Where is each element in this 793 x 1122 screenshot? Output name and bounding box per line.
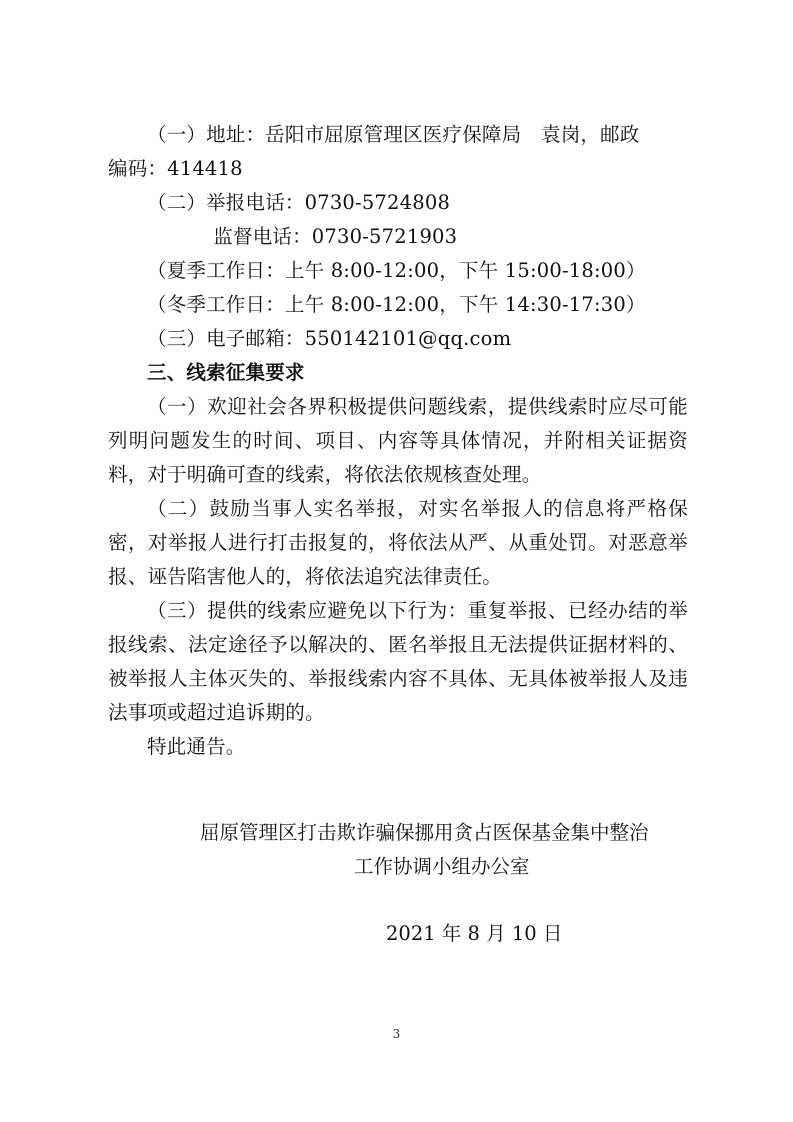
document-date: 2021 年 8 月 10 日 — [386, 922, 563, 945]
address-line: （一）地址：岳阳市屈原管理区医疗保障局 袁岗，邮政 — [147, 123, 640, 146]
requirement-paragraph-3: （三）提供的线索应避免以下行为：重复举报、已经办结的举报线索、法定途径予以解决的、匿名举报且无法提供证据材料的、被举报人主体灭失的、举报线索内容不具体、无具体被举报人及违法事项或超过追诉期的。 — [108, 599, 688, 724]
document-body — [108, 118, 688, 764]
signature-block — [200, 816, 700, 884]
requirement-paragraph-2: （二）鼓励当事人实名举报，对实名举报人的信息将严格保密，对举报人进行打击报复的，将依法从严、从重处罚。对恶意举报、诬告陷害他人的，将依法追究法律责任。 — [108, 497, 688, 588]
requirement-paragraph-1: （一）欢迎社会各界积极提供问题线索，提供线索时应尽可能列明问题发生的时间、项目、内容等具体情况，并附相关证据资料，对于明确可查的线索，将依法依规核查处理。 — [108, 395, 688, 486]
closing-text: 特此通告。 — [147, 735, 246, 758]
supervise-phone-line: 监督电话：0730-5721903 — [213, 225, 458, 248]
page-number: 3 — [392, 1027, 401, 1041]
section-heading: 三、线索征集要求 — [147, 361, 305, 384]
signature-line-1: 屈原管理区打击欺诈骗保挪用贪占医保基金集中整治 — [200, 821, 649, 844]
summer-hours-line: （夏季工作日：上午 8:00-12:00，下午 15:00-18:00） — [147, 259, 646, 282]
report-phone-line: （二）举报电话：0730-5724808 — [147, 191, 451, 214]
postal-code-line: 编码：414418 — [108, 157, 243, 180]
email-line: （三）电子邮箱：550142101@qq.com — [147, 327, 512, 350]
signature-line-2: 工作协调小组办公室 — [354, 855, 530, 878]
winter-hours-line: （冬季工作日：上午 8:00-12:00，下午 14:30-17:30） — [147, 293, 646, 316]
